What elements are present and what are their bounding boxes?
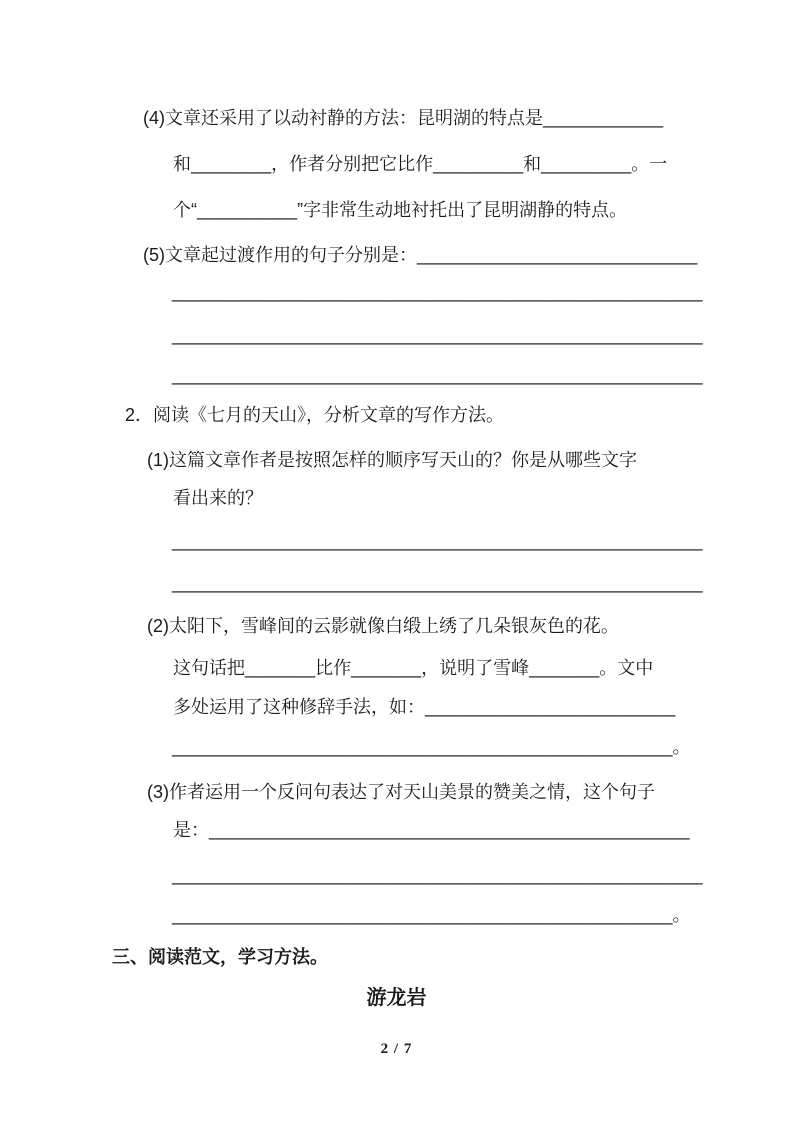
passage-title: 游龙岩 — [366, 987, 427, 1009]
page-number: 2 / 7 — [380, 1041, 413, 1057]
q2-part1-line-2: 看出来的？ — [173, 488, 263, 508]
q1-part4-line-2: 和________，作者分别把它比作_________和_________。一 — [173, 154, 668, 174]
q1-part5-line-1: (5)文章起过渡作用的句子分别是：____________________________ — [143, 245, 698, 265]
answer-blank-line: _____________________________________________________ — [172, 573, 703, 593]
answer-blank-line: _____________________________________________________ — [172, 531, 703, 551]
section3-heading: 三、阅读范文，学习方法。 — [112, 947, 328, 967]
answer-blank-line: __________________________________________________。 — [172, 737, 691, 757]
answer-blank-line: _____________________________________________________ — [172, 865, 703, 885]
q2-part2-line-3: 多处运用了这种修辞手法，如：_________________________ — [173, 697, 676, 717]
q2-heading: 2．阅读《七月的天山》，分析文章的写作方法。 — [125, 405, 505, 425]
answer-blank-line: _____________________________________________________ — [172, 325, 703, 345]
q2-part3-line-1: (3)作者运用一个反问句表达了对天山美景的赞美之情，这个句子 — [147, 782, 655, 802]
answer-blank-line: _____________________________________________________ — [172, 282, 703, 302]
q2-part3-line-2: 是：________________________________________________ — [173, 820, 690, 840]
q1-part4-line-1: (4)文章还采用了以动衬静的方法：昆明湖的特点是____________ — [143, 108, 664, 128]
q2-part1-line-1: (1)这篇文章作者是按照怎样的顺序写天山的？你是从哪些文字 — [147, 450, 637, 470]
q1-part4-line-3: 个“__________”字非常生动地衬托出了昆明湖静的特点。 — [173, 200, 628, 220]
answer-blank-line: __________________________________________________。 — [172, 905, 691, 925]
q2-part2-line-1: (2)太阳下，雪峰间的云影就像白缎上绣了几朵银灰色的花。 — [147, 616, 619, 636]
answer-blank-line: _____________________________________________________ — [172, 365, 703, 385]
q2-part2-line-2: 这句话把_______比作_______，说明了雪峰_______。文中 — [173, 658, 654, 678]
